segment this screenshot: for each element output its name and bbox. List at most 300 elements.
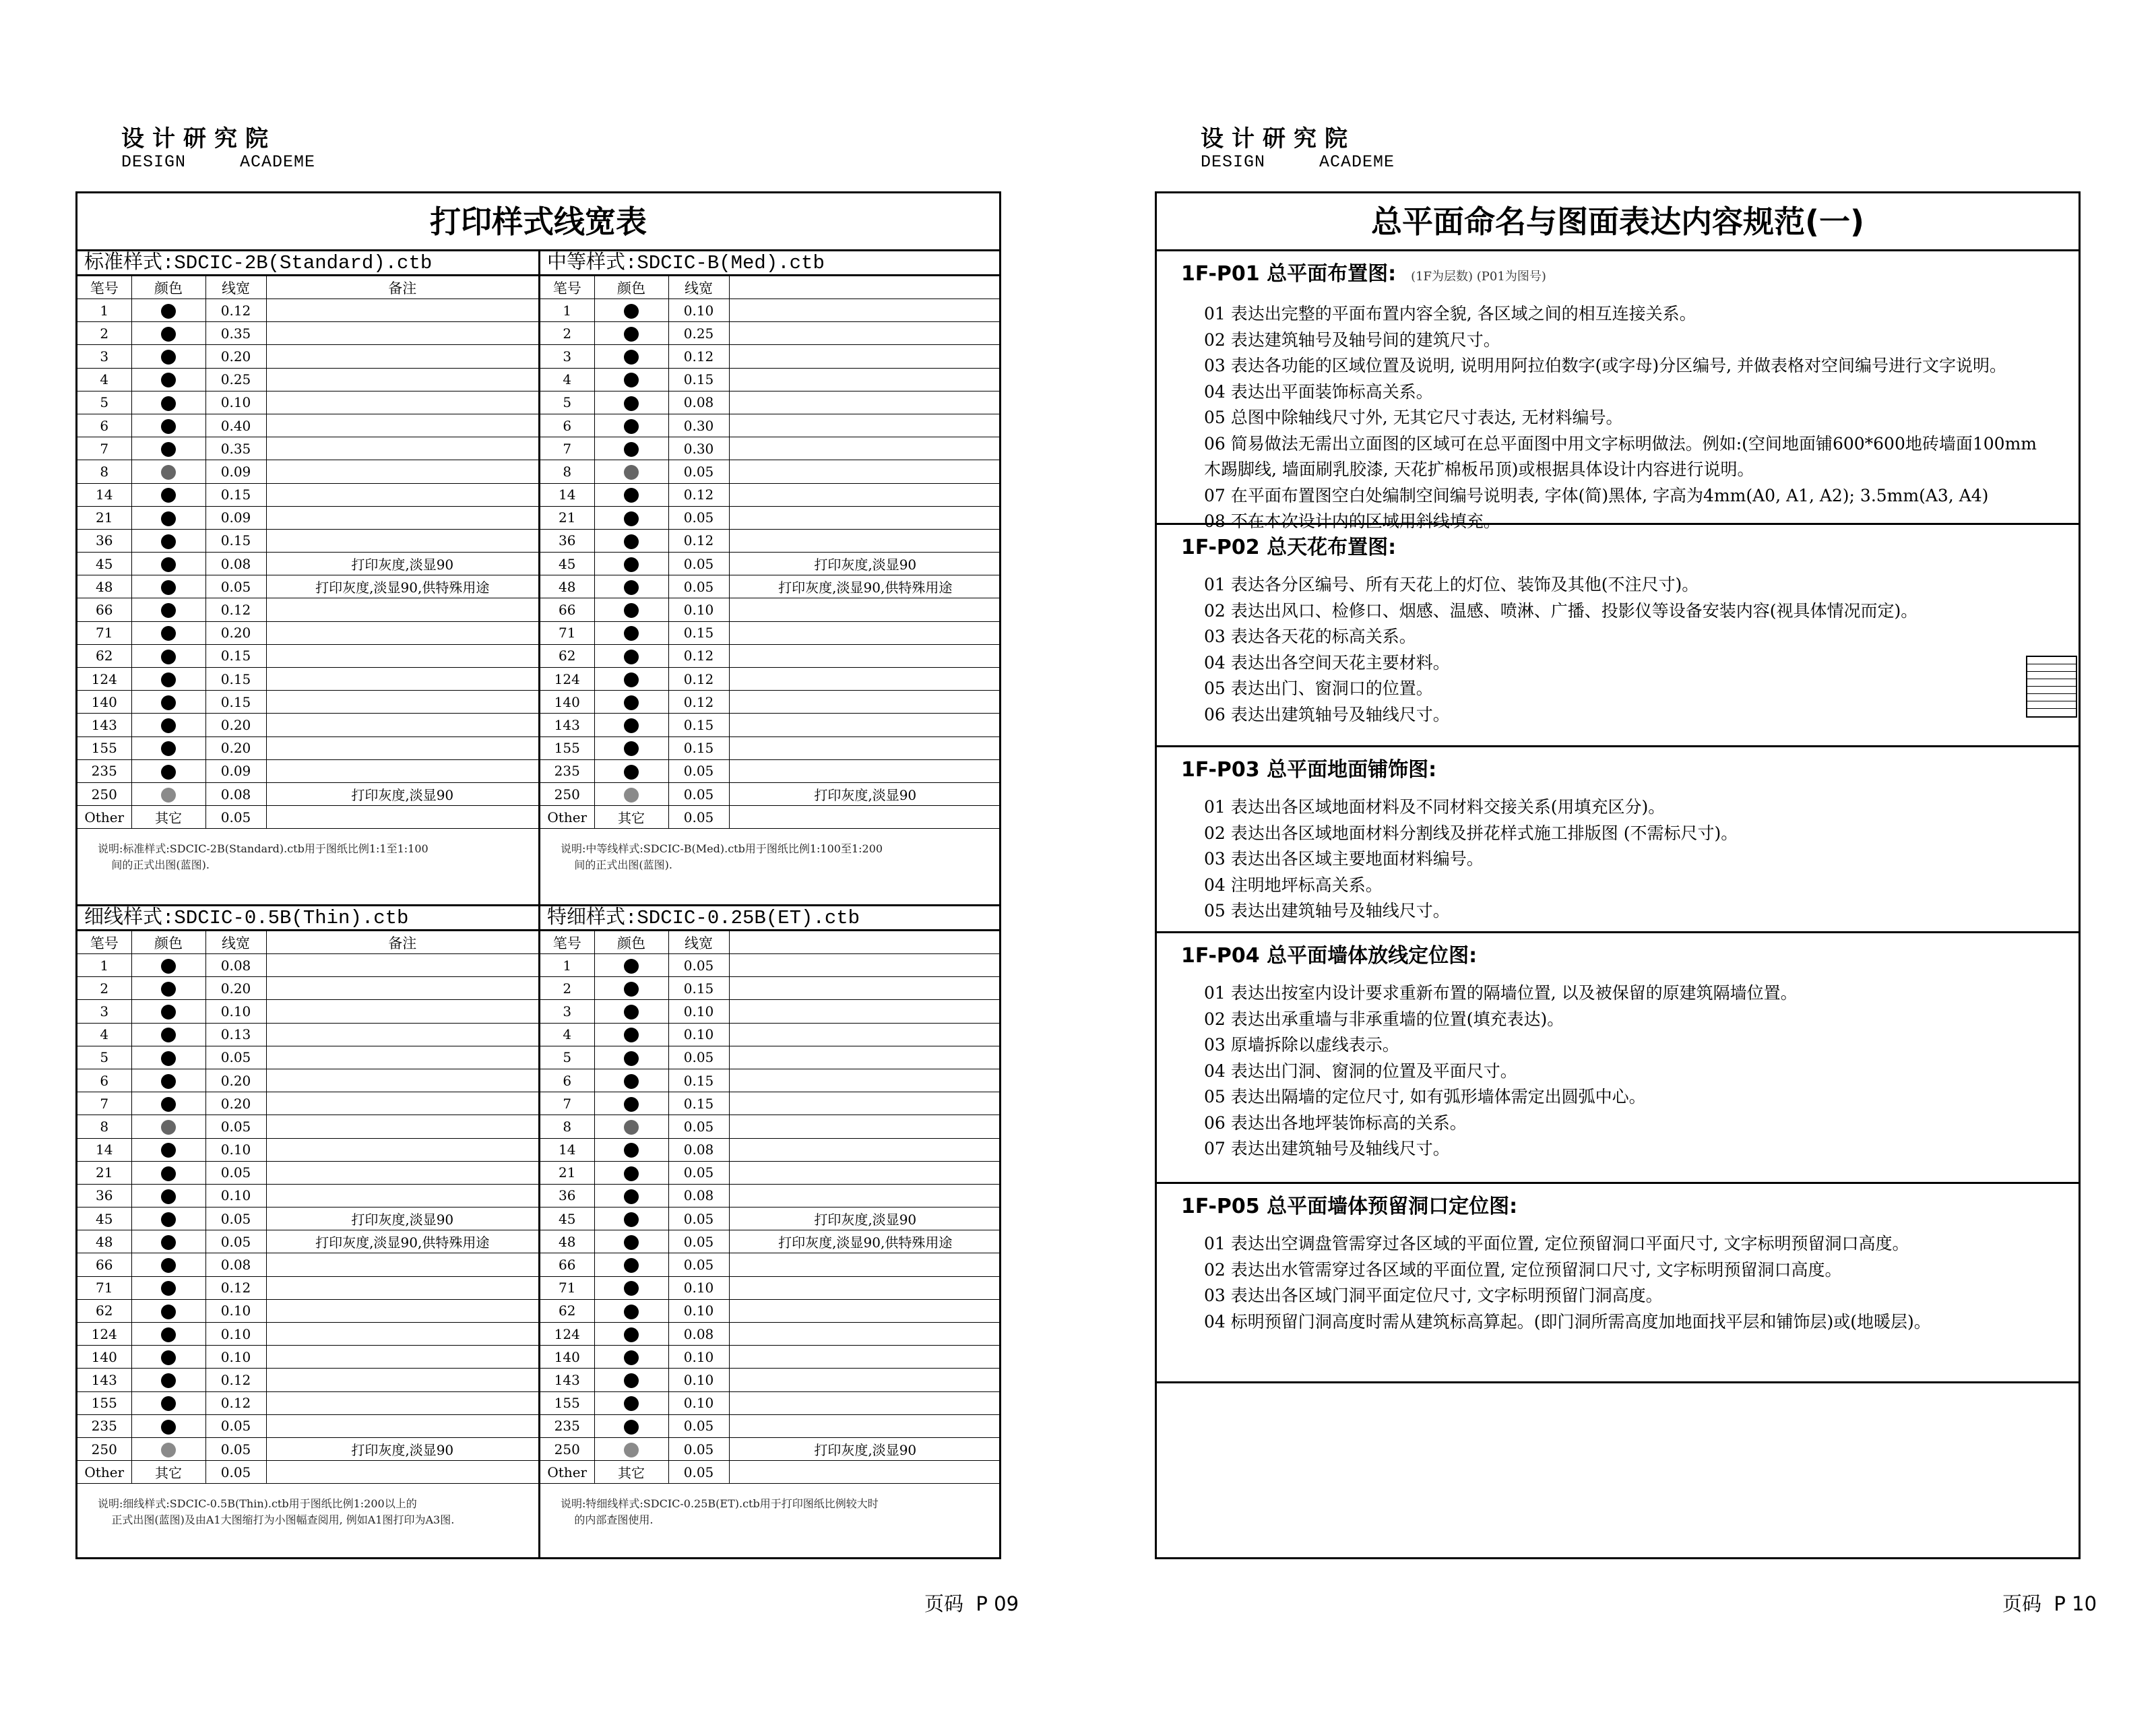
table-row: [540, 1369, 1001, 1391]
color-swatch-cell: [131, 1346, 205, 1369]
line-width-cell: 0.05: [668, 553, 729, 575]
pen-number-cell: 48: [540, 1230, 594, 1253]
page-number: 页码 P 09: [924, 1592, 1019, 1615]
pen-number-cell: 4: [540, 368, 594, 391]
line-width-cell: 0.12: [668, 691, 729, 714]
pen-number-cell: Other: [77, 1461, 131, 1484]
line-width-cell: 0.10: [205, 1138, 266, 1161]
pen-number-cell: 62: [77, 1299, 131, 1322]
color-swatch-cell: [131, 1023, 205, 1046]
line-width-cell: 0.10: [205, 1000, 266, 1023]
table-row: [540, 1115, 1001, 1138]
pen-number-cell: 4: [77, 368, 131, 391]
table-row: [77, 1023, 538, 1046]
table-row: [77, 806, 538, 829]
remark-cell: [729, 598, 1001, 621]
color-swatch-cell: [594, 954, 668, 977]
color-swatch-cell: [594, 1184, 668, 1207]
list-item: 06 简易做法无需出立面图的区域可在总平面图中用文字标明做法。例如:(空间地面铺600*600地砖墙面100mm: [1204, 433, 2037, 453]
table-row: [540, 1092, 1001, 1115]
remark-cell: [266, 954, 538, 977]
table-row: [540, 1346, 1001, 1369]
color-dot-icon: [161, 672, 176, 687]
color-swatch-cell: [594, 1437, 668, 1460]
org-name-en: DESIGN ACADEME: [1201, 152, 1395, 172]
color-swatch-cell: [594, 322, 668, 345]
color-dot-icon: [161, 788, 176, 803]
line-width-cell: 0.08: [668, 1184, 729, 1207]
pen-number-cell: 7: [540, 437, 594, 460]
line-width-cell: 0.12: [668, 668, 729, 691]
remark-cell: [729, 460, 1001, 483]
remark-cell: [729, 345, 1001, 368]
table-row: [540, 483, 1001, 506]
table-row: [77, 1391, 538, 1414]
remark-cell: 打印灰度,淡显90: [729, 1437, 1001, 1460]
list-item: 04 表达出门洞、窗洞的位置及平面尺寸。: [1204, 1061, 1517, 1081]
pen-number-cell: 4: [77, 1023, 131, 1046]
color-swatch-cell: [594, 553, 668, 575]
section-title: [1181, 1193, 2079, 1220]
table-title: 中等样式:SDCIC-B(Med).ctb: [540, 251, 999, 276]
table-row: [77, 1299, 538, 1322]
pen-number-cell: 48: [540, 575, 594, 598]
color-dot-icon: [624, 488, 639, 503]
list-item: 03 表达出各区域主要地面材料编号。: [1204, 849, 1484, 869]
pen-table: [77, 931, 538, 1484]
color-swatch-cell: [131, 1138, 205, 1161]
color-swatch-cell: [131, 668, 205, 691]
pen-table: [540, 931, 1001, 1484]
color-dot-icon: [161, 603, 176, 618]
color-swatch-cell: [594, 1253, 668, 1276]
pen-number-cell: 2: [77, 322, 131, 345]
line-width-cell: 0.40: [205, 414, 266, 437]
color-dot-icon: [161, 1120, 176, 1135]
line-width-cell: 0.05: [668, 782, 729, 805]
remark-cell: [729, 714, 1001, 736]
remark-cell: [729, 1069, 1001, 1092]
remark-cell: [266, 1461, 538, 1484]
line-width-cell: 0.15: [668, 977, 729, 1000]
column-header: 笔号: [540, 276, 594, 299]
pen-number-cell: 3: [77, 1000, 131, 1023]
color-dot-icon: [161, 1051, 176, 1066]
color-swatch-cell: [131, 506, 205, 529]
color-dot-icon: [624, 1420, 639, 1435]
color-swatch-cell: [594, 598, 668, 621]
list-item: 01 表达出完整的平面布置内容全貌, 各区域之间的相互连接关系。: [1204, 304, 1697, 323]
list-item: 03 表达各功能的区域位置及说明, 说明用阿拉伯数字(或字母)分区编号, 并做表格对空间编号进行文字说明。: [1204, 356, 2007, 375]
color-dot-icon: [624, 465, 639, 480]
color-dot-icon: [624, 788, 639, 803]
color-dot-icon: [161, 718, 176, 733]
remark-cell: [729, 391, 1001, 414]
pen-number-cell: 8: [540, 460, 594, 483]
pen-number-cell: 5: [540, 391, 594, 414]
line-width-cell: 0.05: [668, 1437, 729, 1460]
line-width-cell: 0.12: [668, 345, 729, 368]
color-dot-icon: [624, 1281, 639, 1296]
table-row: [540, 437, 1001, 460]
line-width-cell: 0.12: [205, 1276, 266, 1299]
color-cell: 其它: [594, 806, 668, 829]
remark-cell: [266, 1161, 538, 1184]
line-width-cell: 0.10: [668, 598, 729, 621]
spec-list: [1181, 301, 2079, 535]
table-row: [77, 322, 538, 345]
line-width-cell: 0.10: [668, 299, 729, 322]
remark-cell: 打印灰度,淡显90,供特殊用途: [729, 1230, 1001, 1253]
column-header: 线宽: [205, 276, 266, 299]
color-dot-icon: [624, 1373, 639, 1388]
table-row: [540, 368, 1001, 391]
color-swatch-cell: [594, 691, 668, 714]
table-row: [540, 506, 1001, 529]
color-dot-icon: [624, 1212, 639, 1227]
remark-cell: [266, 714, 538, 736]
color-dot-icon: [161, 695, 176, 710]
color-dot-icon: [624, 1051, 639, 1066]
color-dot-icon: [624, 695, 639, 710]
color-swatch-cell: [594, 1230, 668, 1253]
color-dot-icon: [161, 465, 176, 480]
line-width-cell: 0.05: [205, 1161, 266, 1184]
remark-cell: [266, 1346, 538, 1369]
table-row: [540, 1253, 1001, 1276]
pen-number-cell: 235: [77, 1414, 131, 1437]
pen-number-cell: 143: [540, 1369, 594, 1391]
color-swatch-cell: [131, 736, 205, 759]
list-item: 04 注明地坪标高关系。: [1204, 875, 1383, 895]
list-item: 04 标明预留门洞高度时需从建筑标高算起。(即门洞所需高度加地面找平层和铺饰层)或(地暖层)。: [1204, 1311, 1931, 1331]
remark-cell: [729, 1138, 1001, 1161]
line-width-cell: 0.08: [205, 1253, 266, 1276]
color-dot-icon: [161, 1443, 176, 1457]
org-name-cn: 设计研究院: [1201, 125, 1356, 152]
line-width-cell: 0.10: [668, 1023, 729, 1046]
remark-cell: [729, 1023, 1001, 1046]
pen-number-cell: 140: [77, 1346, 131, 1369]
remark-cell: [266, 644, 538, 667]
pen-number-cell: 250: [77, 1437, 131, 1460]
remark-cell: 打印灰度,淡显90: [729, 782, 1001, 805]
color-swatch-cell: [594, 1276, 668, 1299]
color-dot-icon: [161, 419, 176, 434]
line-width-cell: 0.08: [668, 1138, 729, 1161]
pen-number-cell: 250: [77, 782, 131, 805]
table-row: [77, 1253, 538, 1276]
color-swatch-cell: [131, 759, 205, 782]
color-dot-icon: [161, 534, 176, 549]
line-width-cell: 0.35: [205, 322, 266, 345]
linewidth-table-2: [538, 251, 999, 906]
line-width-cell: 0.10: [668, 1369, 729, 1391]
table-row: [540, 553, 1001, 575]
line-width-cell: 0.05: [205, 1046, 266, 1069]
line-width-cell: 0.13: [205, 1023, 266, 1046]
pen-number-cell: 155: [77, 736, 131, 759]
list-item: 05 表达出建筑轴号及轴线尺寸。: [1204, 901, 1450, 920]
table-row: [77, 736, 538, 759]
remark-cell: [266, 368, 538, 391]
pen-number-cell: 2: [77, 977, 131, 1000]
pen-number-cell: 45: [540, 1208, 594, 1230]
remark-cell: [266, 1000, 538, 1023]
remark-cell: [729, 1184, 1001, 1207]
table-row: [540, 1276, 1001, 1299]
table-row: [77, 714, 538, 736]
pen-number-cell: 36: [77, 529, 131, 552]
org-name-en: DESIGN ACADEME: [121, 152, 316, 172]
color-swatch-cell: [131, 1230, 205, 1253]
pen-number-cell: 140: [77, 691, 131, 714]
color-dot-icon: [624, 1005, 639, 1020]
remark-cell: [729, 506, 1001, 529]
remark-cell: [729, 483, 1001, 506]
color-swatch-cell: [131, 1000, 205, 1023]
pen-number-cell: Other: [540, 806, 594, 829]
table-row: [540, 1069, 1001, 1092]
list-item: 02 表达出风口、检修口、烟感、温感、喷淋、广播、投影仪等设备安装内容(视具体情况而定)。: [1204, 600, 1918, 621]
line-width-cell: 0.12: [205, 1369, 266, 1391]
table-row: [540, 1138, 1001, 1161]
pen-number-cell: 48: [77, 1230, 131, 1253]
remark-cell: 打印灰度,淡显90: [729, 553, 1001, 575]
color-dot-icon: [161, 373, 176, 387]
remark-cell: [729, 437, 1001, 460]
pen-number-cell: 2: [540, 977, 594, 1000]
column-header: 颜色: [594, 276, 668, 299]
right-page: [1078, 0, 2156, 1725]
color-swatch-cell: [131, 782, 205, 805]
table-row: [77, 506, 538, 529]
table-row: [540, 806, 1001, 829]
table-row: [540, 621, 1001, 644]
color-dot-icon: [624, 1327, 639, 1342]
spec-list: [1181, 794, 2079, 924]
remark-cell: [729, 414, 1001, 437]
list-item: 05 表达出隔墙的定位尺寸, 如有弧形墙体需定出圆弧中心。: [1204, 1087, 1646, 1106]
table-row: [77, 391, 538, 414]
table-row: [540, 1437, 1001, 1460]
line-width-cell: 0.05: [205, 1208, 266, 1230]
remark-cell: [729, 621, 1001, 644]
table-row: [540, 1299, 1001, 1322]
table-row: [540, 1023, 1001, 1046]
table-row: [540, 736, 1001, 759]
table-row: [77, 782, 538, 805]
line-width-cell: 0.15: [205, 691, 266, 714]
remark-cell: [266, 1323, 538, 1346]
color-dot-icon: [624, 327, 639, 342]
color-dot-icon: [161, 304, 176, 319]
color-swatch-cell: [594, 1346, 668, 1369]
pen-number-cell: 2: [540, 322, 594, 345]
line-width-cell: 0.25: [668, 322, 729, 345]
color-dot-icon: [161, 1166, 176, 1181]
remark-cell: [266, 1115, 538, 1138]
remark-cell: [266, 1092, 538, 1115]
remark-cell: 打印灰度,淡显90: [729, 1208, 1001, 1230]
color-dot-icon: [161, 1005, 176, 1020]
table-row: [77, 1046, 538, 1069]
line-width-cell: 0.05: [205, 1414, 266, 1437]
color-swatch-cell: [594, 977, 668, 1000]
remark-cell: [266, 977, 538, 1000]
remark-cell: [729, 1253, 1001, 1276]
remark-cell: [266, 391, 538, 414]
remark-cell: [729, 1414, 1001, 1437]
column-header: 颜色: [131, 931, 205, 954]
color-swatch-cell: [131, 368, 205, 391]
table-row: [77, 414, 538, 437]
remark-cell: 打印灰度,淡显90,供特殊用途: [266, 1230, 538, 1253]
line-width-cell: 0.05: [668, 506, 729, 529]
color-dot-icon: [624, 603, 639, 618]
spec-frame: [1155, 191, 2081, 1559]
remark-cell: [266, 1253, 538, 1276]
color-dot-icon: [161, 650, 176, 664]
color-dot-icon: [624, 373, 639, 387]
section-title: [1181, 534, 2079, 561]
pen-number-cell: 1: [540, 299, 594, 322]
pen-number-cell: 124: [540, 668, 594, 691]
table-row: [540, 598, 1001, 621]
pen-number-cell: 7: [540, 1092, 594, 1115]
line-width-cell: 0.12: [668, 644, 729, 667]
color-swatch-cell: [131, 977, 205, 1000]
remark-cell: [266, 414, 538, 437]
color-dot-icon: [161, 557, 176, 572]
line-width-cell: 0.20: [205, 345, 266, 368]
color-swatch-cell: [131, 1391, 205, 1414]
color-swatch-cell: [594, 1391, 668, 1414]
remark-cell: [266, 1138, 538, 1161]
spec-section-4: [1157, 933, 2079, 1184]
color-swatch-cell: [594, 668, 668, 691]
color-dot-icon: [161, 511, 176, 526]
table-row: [540, 644, 1001, 667]
remark-cell: [729, 1299, 1001, 1322]
table-row: [77, 483, 538, 506]
color-dot-icon: [624, 580, 639, 595]
remark-cell: [729, 1346, 1001, 1369]
table-row: [540, 1000, 1001, 1023]
table-row: [540, 299, 1001, 322]
color-swatch-cell: [131, 529, 205, 552]
remark-cell: [266, 1414, 538, 1437]
pen-number-cell: 6: [540, 1069, 594, 1092]
column-header: 线宽: [668, 276, 729, 299]
color-swatch-cell: [131, 553, 205, 575]
color-cell: 其它: [131, 806, 205, 829]
pen-number-cell: 36: [77, 1184, 131, 1207]
color-swatch-cell: [131, 460, 205, 483]
color-swatch-cell: [594, 714, 668, 736]
line-width-cell: 0.12: [668, 529, 729, 552]
line-width-cell: 0.05: [668, 460, 729, 483]
remark-cell: [266, 1023, 538, 1046]
pen-number-cell: 5: [77, 1046, 131, 1069]
pen-number-cell: 71: [77, 621, 131, 644]
line-width-cell: 0.08: [668, 1323, 729, 1346]
remark-cell: [266, 1184, 538, 1207]
remark-cell: 打印灰度,淡显90,供特殊用途: [266, 575, 538, 598]
pen-number-cell: 6: [540, 414, 594, 437]
color-swatch-cell: [594, 299, 668, 322]
color-dot-icon: [161, 1258, 176, 1273]
color-dot-icon: [161, 1350, 176, 1365]
column-header: 颜色: [594, 931, 668, 954]
remark-cell: [729, 1161, 1001, 1184]
color-swatch-cell: [131, 1208, 205, 1230]
color-swatch-cell: [131, 1323, 205, 1346]
pen-number-cell: 45: [540, 553, 594, 575]
list-item: 04 表达出平面装饰标高关系。: [1204, 381, 1433, 402]
table-row: [540, 1414, 1001, 1437]
pen-number-cell: 143: [77, 1369, 131, 1391]
color-dot-icon: [161, 959, 176, 974]
line-width-cell: 0.10: [668, 1276, 729, 1299]
spec-list: [1181, 572, 2079, 728]
remark-cell: [729, 529, 1001, 552]
remark-cell: [729, 1369, 1001, 1391]
table-row: [77, 1437, 538, 1460]
color-cell: 其它: [594, 1461, 668, 1484]
column-header: 备注: [266, 931, 538, 954]
table-row: [77, 691, 538, 714]
table-note: 说明:细线样式:SDCIC-0.5B(Thin).ctb用于图纸比例1:200以上的 正式出图(蓝图)及由A1大图缩打为小图幅查阅用, 例如A1图打印为A3图.: [98, 1497, 455, 1527]
spec-section-1: [1157, 251, 2079, 531]
line-width-cell: 0.20: [205, 1069, 266, 1092]
list-item: 01 表达各分区编号、所有天花上的灯位、装饰及其他(不注尺寸)。: [1204, 575, 1699, 594]
line-width-cell: 0.20: [205, 1092, 266, 1115]
line-width-cell: 0.12: [205, 598, 266, 621]
pen-number-cell: 8: [77, 1115, 131, 1138]
remark-cell: [729, 736, 1001, 759]
line-width-cell: 0.05: [668, 1461, 729, 1484]
color-swatch-cell: [594, 759, 668, 782]
color-dot-icon: [624, 442, 639, 457]
table-note: 说明:特细线样式:SDCIC-0.25B(ET).ctb用于打印图纸比例较大时 的内部查图使用.: [561, 1497, 879, 1527]
color-dot-icon: [624, 534, 639, 549]
color-dot-icon: [624, 1396, 639, 1411]
color-swatch-cell: [594, 391, 668, 414]
pen-number-cell: 5: [540, 1046, 594, 1069]
pen-number-cell: 235: [77, 759, 131, 782]
color-swatch-cell: [594, 1023, 668, 1046]
pen-number-cell: 8: [540, 1115, 594, 1138]
pen-number-cell: 45: [77, 553, 131, 575]
remark-cell: [266, 460, 538, 483]
list-item: 02 表达出水管需穿过各区域的平面位置, 定位预留洞口尺寸, 文字标明预留洞口高度。: [1204, 1259, 1842, 1280]
line-width-cell: 0.09: [205, 506, 266, 529]
table-row: [77, 1369, 538, 1391]
remark-cell: [266, 437, 538, 460]
section-title-text: 1F-P01 总平面布置图:: [1181, 262, 1397, 286]
pen-number-cell: 62: [540, 1299, 594, 1322]
color-swatch-cell: [131, 1437, 205, 1460]
linewidth-tables: [77, 251, 999, 1557]
remark-cell: [729, 1276, 1001, 1299]
org-header: [1201, 125, 1395, 172]
list-item: 04 表达出各空间天花主要材料。: [1204, 652, 1450, 672]
color-swatch-cell: [131, 391, 205, 414]
table-row: [77, 1092, 538, 1115]
pen-table: [540, 276, 1001, 829]
pen-number-cell: 71: [540, 1276, 594, 1299]
